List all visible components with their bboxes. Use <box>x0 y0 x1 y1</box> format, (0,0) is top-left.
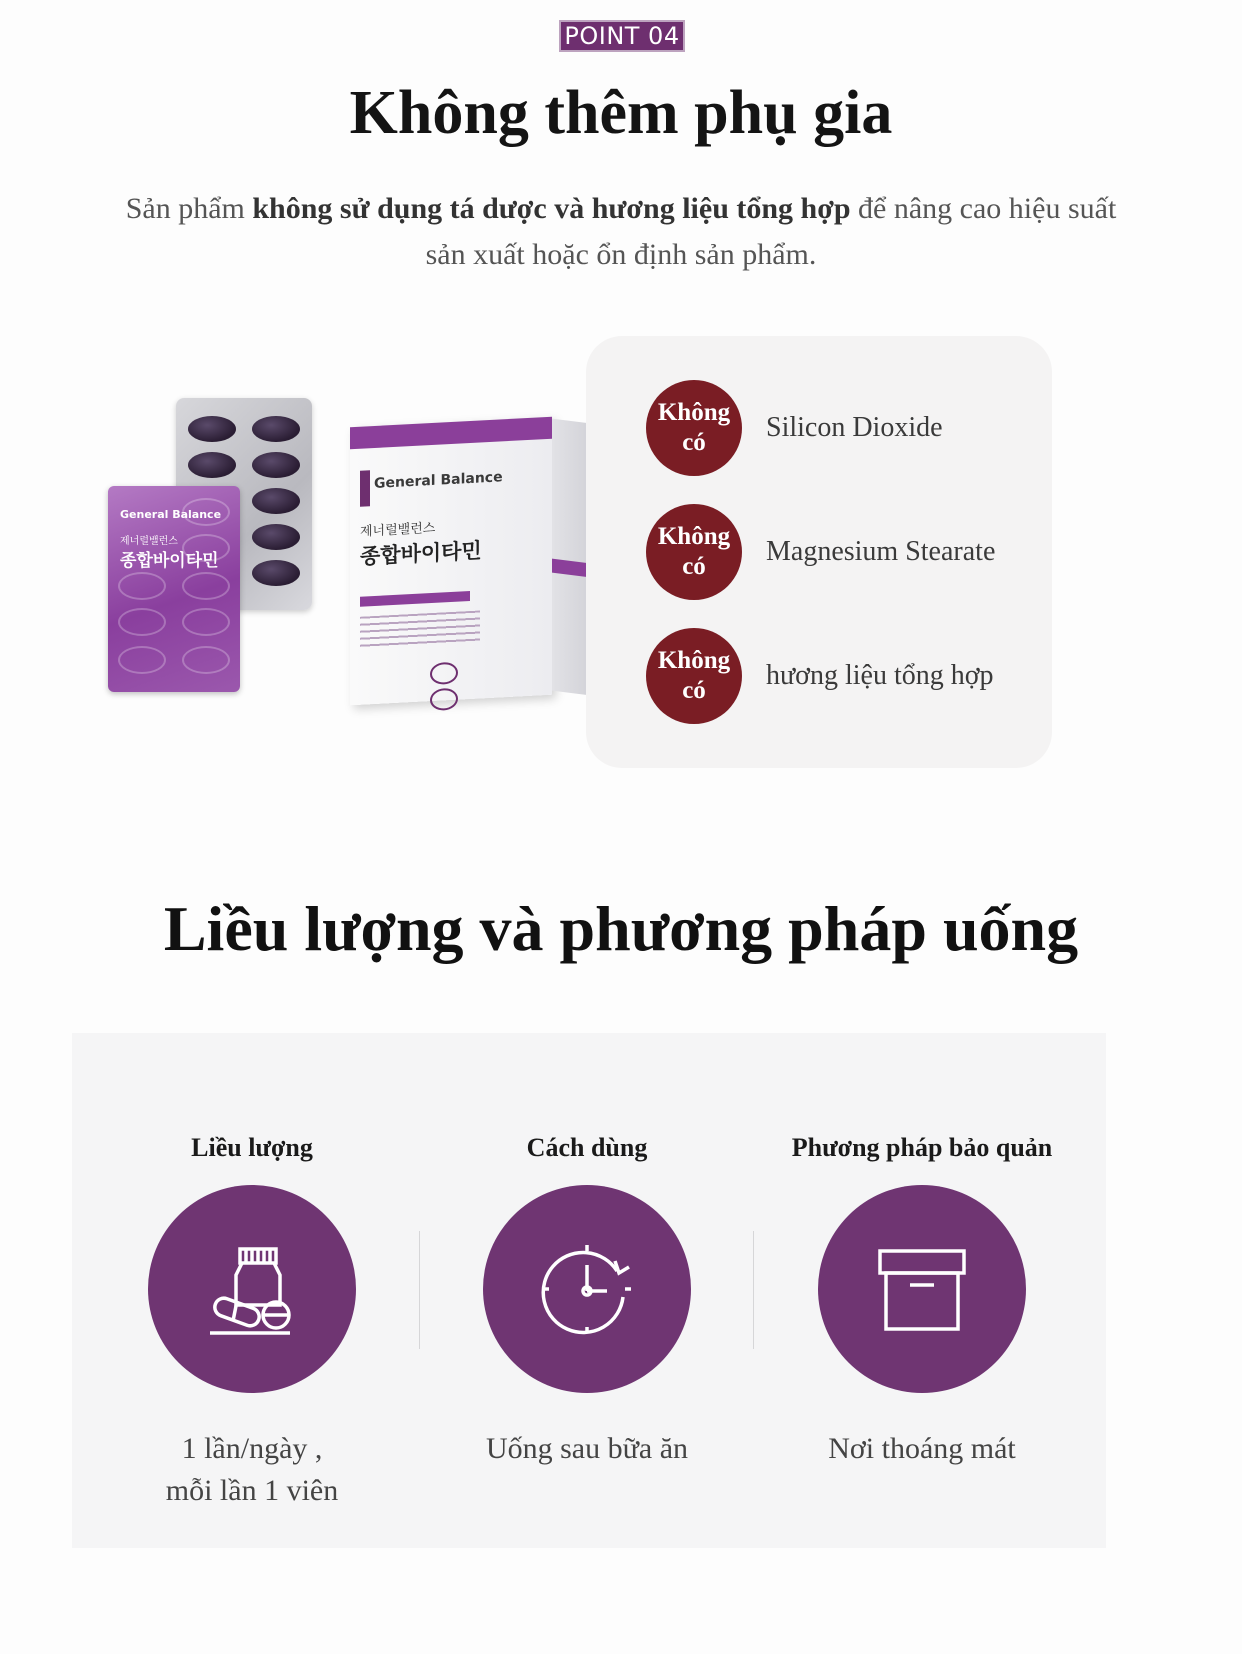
no-additives-panel <box>586 336 1052 768</box>
dosage-title: Liều lượng và phương pháp uống <box>163 893 1079 964</box>
product-image <box>100 390 600 750</box>
dosage-text-line1: 1 lần/ngày , <box>181 1432 323 1465</box>
blister-korean-2: 종합바이타민 <box>120 551 219 571</box>
no-badge-line1: Không <box>657 523 731 550</box>
blister-brand: General Balance <box>120 508 222 521</box>
pill-bottle-icon <box>148 1185 356 1393</box>
dosage-text <box>750 1428 1094 1470</box>
no-badge-line2: có <box>682 429 706 456</box>
no-badge-line2: có <box>682 553 706 580</box>
dosage-text-line1: Nơi thoáng mát <box>828 1432 1016 1465</box>
additive-row <box>646 504 1046 600</box>
dosage-text-line2: mỗi lần 1 viên <box>165 1474 339 1507</box>
no-badge <box>646 380 742 476</box>
additive-label: hương liệu tổng hợp <box>766 660 994 691</box>
dosage-column <box>80 1033 424 1548</box>
dosage-card <box>72 1033 1106 1548</box>
box-korean-2: 종합바이타민 <box>360 538 482 569</box>
dosage-heading: Phương pháp bảo quản <box>791 1133 1053 1162</box>
dosage-column <box>415 1033 759 1548</box>
product-box <box>350 417 552 706</box>
box-brand: General Balance <box>374 469 503 493</box>
additive-label: Magnesium Stearate <box>766 536 996 567</box>
description-text-2: để nâng cao hiệu suất sản xuất hoặc ổn định sản phẩm. <box>425 192 1117 271</box>
no-badge <box>646 628 742 724</box>
dosage-text-line1: Uống sau bữa ăn <box>485 1432 689 1465</box>
no-badge <box>646 504 742 600</box>
dosage-text <box>80 1428 424 1512</box>
additive-row <box>646 628 1046 724</box>
clock-icon <box>483 1185 691 1393</box>
dosage-column <box>750 1033 1094 1548</box>
no-badge-line2: có <box>682 677 706 704</box>
blister-korean-1: 제너럴밸런스 <box>120 536 178 547</box>
dosage-text <box>415 1428 759 1470</box>
additive-row <box>646 380 1046 476</box>
section-title: Không thêm phụ gia <box>349 79 893 147</box>
no-badge-line1: Không <box>657 647 731 674</box>
storage-box-icon <box>818 1185 1026 1393</box>
box-korean-1: 제너럴밸런스 <box>360 520 436 540</box>
description-text-1: Sản phẩm <box>125 192 253 225</box>
dosage-heading: Cách dùng <box>526 1133 648 1162</box>
description-bold: không sử dụng tá dược và hương liệu tổng hợp <box>252 192 851 225</box>
no-badge-line1: Không <box>657 399 731 426</box>
section-description <box>121 186 1121 278</box>
point-badge: POINT 04 <box>559 20 685 52</box>
dosage-heading: Liều lượng <box>191 1133 313 1162</box>
blister-pack-front <box>108 486 240 692</box>
additive-label: Silicon Dioxide <box>766 412 943 443</box>
